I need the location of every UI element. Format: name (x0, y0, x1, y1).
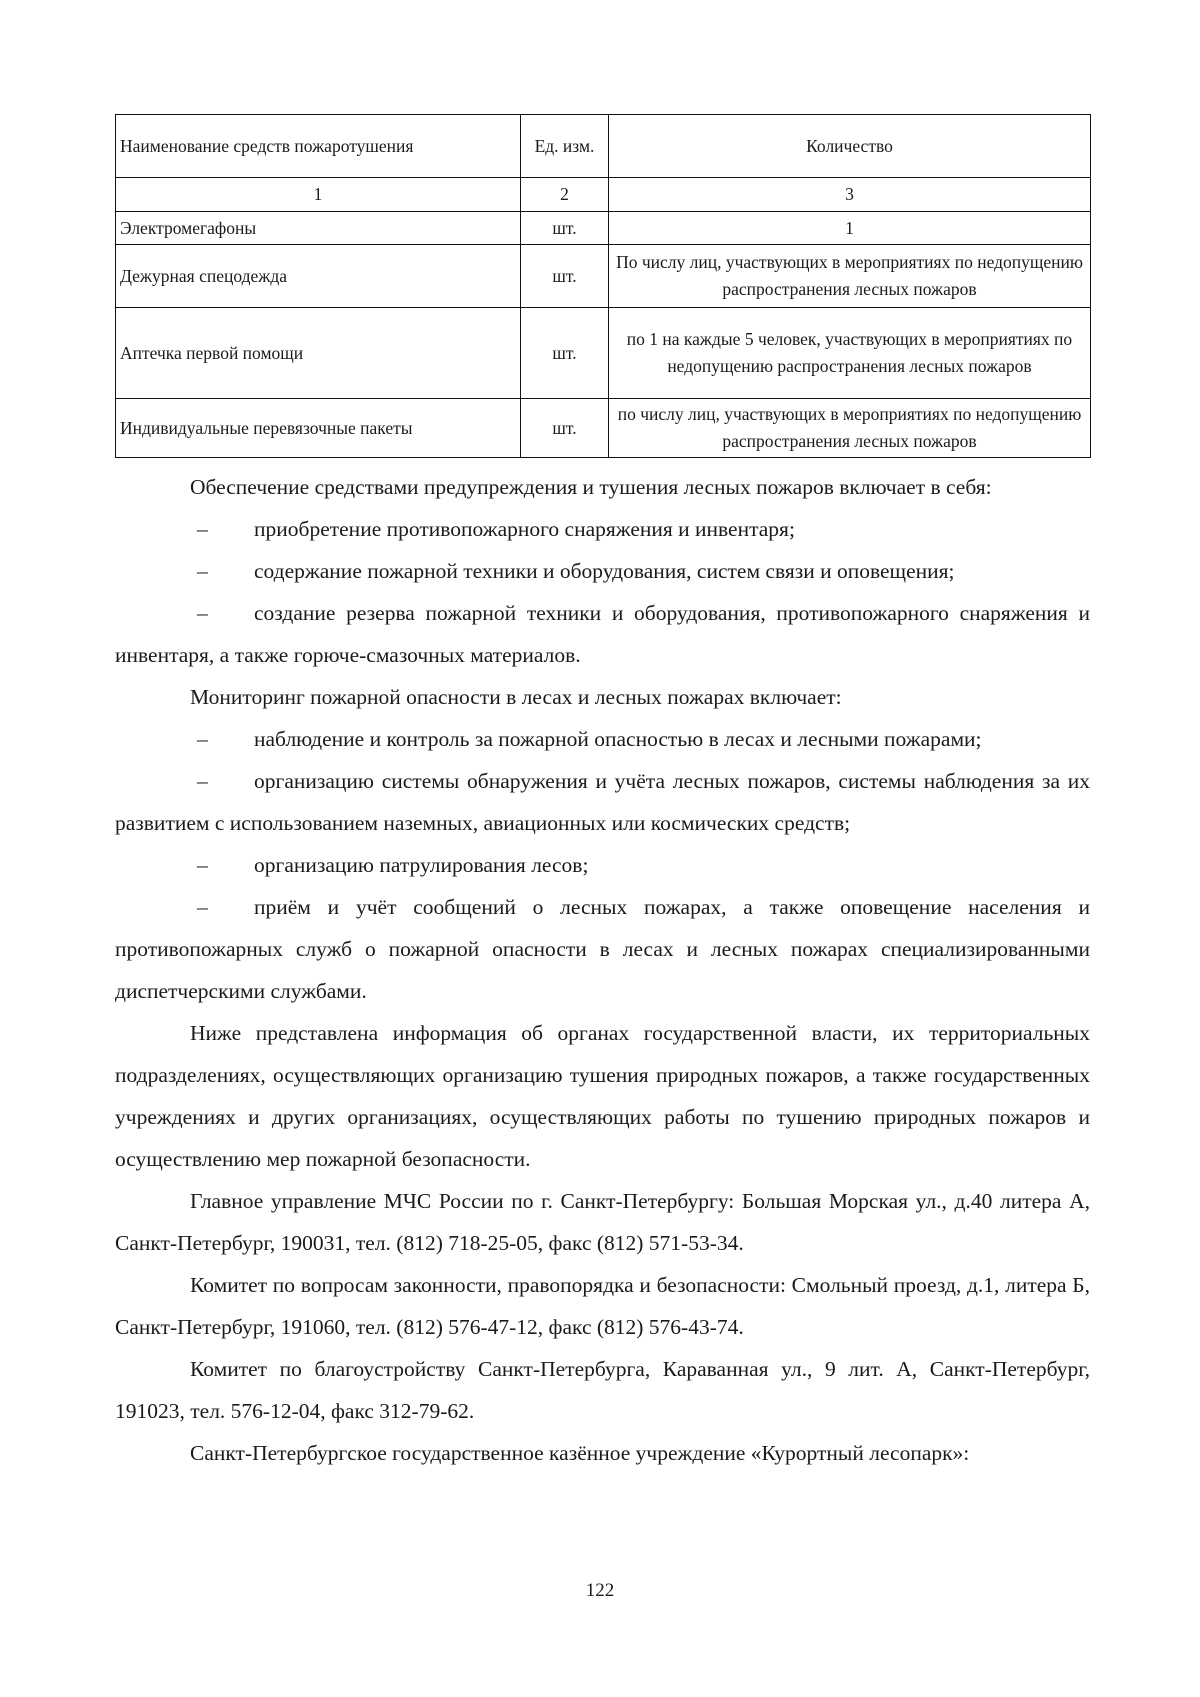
col-number: 3 (609, 178, 1091, 212)
cell-name: Индивидуальные перевязочные пакеты (116, 399, 521, 458)
col-number: 1 (116, 178, 521, 212)
cell-quantity: 1 (609, 212, 1091, 245)
header-unit: Ед. изм. (521, 115, 609, 178)
dash-marker: – (197, 769, 208, 793)
list-item: – содержание пожарной техники и оборудования, систем связи и оповещения; (115, 550, 1090, 592)
dash-marker: – (197, 517, 208, 541)
paragraph-info: Ниже представлена информация об органах государственной власти, их территориальных подразделениях, осуществляющих организацию тушения природных пожаров, а также государственных учреждениях и других организациях, осуществляющих работы по тушению природных пожаров и осуществлению мер пожарной безопасности. (115, 1021, 1090, 1171)
cell-quantity: по числу лиц, участвующих в мероприятиях по недопущению распространения лесных пожаров (609, 399, 1091, 458)
list-item: – организацию системы обнаружения и учёта лесных пожаров, системы наблюдения за их развитием с использованием наземных, авиационных или космических средств; (115, 760, 1090, 844)
table-number-row (116, 178, 1091, 212)
list-item: – наблюдение и контроль за пожарной опасностью в лесах и лесными пожарами; (115, 718, 1090, 760)
page-number: 122 (585, 1580, 615, 1601)
paragraph-mchs: Главное управление МЧС России по г. Санкт-Петербургу: Большая Морская ул., д.40 литера А, Санкт-Петербург, 190031, тел. (812) 718-25-05, факс (812) 571-53-34. (115, 1189, 1090, 1255)
firefighting-equipment-table (115, 114, 1091, 458)
col-number: 2 (521, 178, 609, 212)
dash-marker: – (197, 853, 208, 877)
dash-marker: – (197, 559, 208, 583)
paragraph-committee-law: Комитет по вопросам законности, правопорядка и безопасности: Смольный проезд, д.1, литера Б, Санкт-Петербург, 191060, тел. (812) 576-47-12, факс (812) 576-43-74. (115, 1273, 1090, 1339)
dash-marker: – (197, 601, 208, 625)
list-item: – приём и учёт сообщений о лесных пожарах, а также оповещение населения и противопожарных служб о пожарной опасности в лесах и лесных пожарах специализированными диспетчерскими службами. (115, 886, 1090, 1012)
list-item: – приобретение противопожарного снаряжения и инвентаря; (115, 508, 1090, 550)
dash-marker: – (197, 895, 208, 919)
table-row (116, 308, 1091, 399)
dash-marker: – (197, 727, 208, 751)
table-header-row (116, 115, 1091, 178)
header-quantity: Количество (609, 115, 1091, 178)
cell-name: Дежурная спецодежда (116, 245, 521, 308)
cell-unit: шт. (521, 212, 609, 245)
header-name: Наименование средств пожаротушения (116, 115, 521, 178)
body-text (115, 466, 1090, 1474)
cell-quantity: По числу лиц, участвующих в мероприятиях по недопущению распространения лесных пожаров (609, 245, 1091, 308)
list-item: – организацию патрулирования лесов; (115, 844, 1090, 886)
table-row (116, 245, 1091, 308)
paragraph-committee-improvement: Комитет по благоустройству Санкт-Петербурга, Караванная ул., 9 лит. А, Санкт-Петербург, 191023, тел. 576-12-04, факс 312-79-62. (115, 1357, 1090, 1423)
cell-unit: шт. (521, 245, 609, 308)
table-row (116, 399, 1091, 458)
paragraph-kurortny: Санкт-Петербургское государственное казённое учреждение «Курортный лесопарк»: (190, 1441, 970, 1465)
cell-unit: шт. (521, 399, 609, 458)
cell-name: Электромегафоны (116, 212, 521, 245)
cell-unit: шт. (521, 308, 609, 399)
cell-name: Аптечка первой помощи (116, 308, 521, 399)
paragraph-provision: Обеспечение средствами предупреждения и тушения лесных пожаров включает в себя: (190, 475, 992, 499)
table-row (116, 212, 1091, 245)
page-content (115, 114, 1090, 1474)
paragraph-monitoring: Мониторинг пожарной опасности в лесах и лесных пожарах включает: (190, 685, 842, 709)
cell-quantity: по 1 на каждые 5 человек, участвующих в мероприятиях по недопущению распространения лесных пожаров (609, 308, 1091, 399)
list-item: – создание резерва пожарной техники и оборудования, противопожарного снаряжения и инвентаря, а также горюче-смазочных материалов. (115, 592, 1090, 676)
